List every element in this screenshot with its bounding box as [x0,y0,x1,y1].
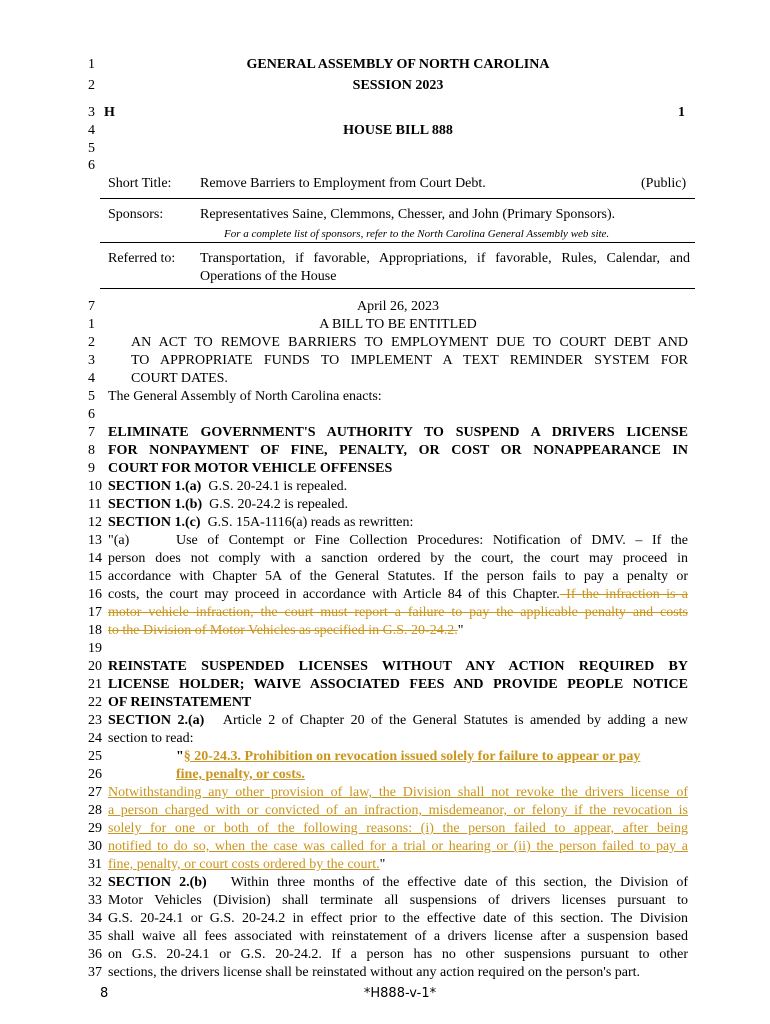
part-heading-line: FOR NONPAYMENT OF FINE, PENALTY, OR COST OR NONAPPEARANCE IN [108,443,688,458]
line-number: 13 [88,533,102,548]
referred-line: Transportation, if favorable, Appropriations, if favorable, Rules, Calendar, and [200,251,690,266]
referred-label: Referred to: [108,251,176,266]
body-line: person does not comply with a sanction ordered by the court, the court may proceed in [108,551,688,566]
section-text: Within three months of the effective date of this section, the Division of [230,875,688,890]
line-number: 20 [88,659,102,674]
section-1a [108,478,688,496]
body-line: accordance with Chapter 5A of the General Statutes. If the person fails to pay a penalty or [108,569,688,584]
body-line [108,820,688,838]
body-line: on G.S. 20-24.1 or G.S. 20-24.2. If a person has no other suspensions pursuant to other [108,947,688,962]
line-number: 19 [88,641,102,656]
deleted-text: to the Division of Motor Vehicles as specified in G.S. 20-24.2. [108,623,458,638]
line-number: 25 [88,749,102,764]
line-number: 23 [88,713,102,728]
line-number: 3 [88,105,95,120]
line-number: 29 [88,821,102,836]
line-number: 35 [88,929,102,944]
quoted-subsection-label: "(a) [108,533,130,548]
line-number: 3 [88,353,95,368]
line-number: 17 [88,605,102,620]
deleted-text: motor vehicle infraction, the court must report a failure to pay the applicable penalty and costs [108,605,688,620]
part-heading-line: REINSTATE SUSPENDED LICENSES WITHOUT ANY ACTION REQUIRED BY [108,659,688,674]
line-number: 7 [88,299,95,314]
short-title: Remove Barriers to Employment from Court Debt. [200,176,486,191]
divider [100,198,695,199]
opening-quote: " [176,749,184,764]
inserted-text: a person charged with or convicted of an infraction, misdemeanor, or felony if the revocation is [108,803,688,818]
inserted-text: fine, penalty, or court costs ordered by the court. [108,857,380,872]
new-section-title [176,766,688,784]
act-title-line: TO APPROPRIATE FUNDS TO IMPLEMENT A TEXT REMINDER SYSTEM FOR [131,353,688,368]
closing-quote: " [379,857,386,872]
section-label: SECTION 2.(a) [108,713,205,728]
act-title-line: AN ACT TO REMOVE BARRIERS TO EMPLOYMENT DUE TO COURT DEBT AND [131,335,688,350]
line-number: 2 [88,78,95,93]
body-line [108,856,688,874]
line-number: 15 [88,569,102,584]
closing-quote: " [457,623,464,638]
enacting-clause: The General Assembly of North Carolina enacts: [108,389,382,404]
public-tag: (Public) [641,176,687,191]
line-number: 16 [88,587,102,602]
body-line [108,622,688,640]
section-text: G.S. 20-24.2 is repealed. [209,497,348,512]
inserted-text: Notwithstanding any other provision of law, the Division shall not revoke the drivers license of [108,785,688,800]
section-text: G.S. 20-24.1 is repealed. [208,479,348,494]
body-line [108,784,688,802]
line-number: 24 [88,731,102,746]
bill-date: April 26, 2023 [356,299,440,314]
body-line: Motor Vehicles (Division) shall terminate all suspensions of drivers licenses pursuant to [108,893,688,908]
new-section-title [176,748,688,766]
sponsors-note: For a complete list of sponsors, refer to the North Carolina General Assembly web site. [224,228,610,240]
deleted-text: If the infraction is a [559,587,688,602]
line-number: 6 [88,407,95,422]
section-2b [108,874,688,892]
sponsors: Representatives Saine, Clemmons, Chesser, and John (Primary Sponsors). [200,207,616,222]
line-number: 4 [88,371,95,386]
line-number: 30 [88,839,102,854]
section-1c [108,514,688,532]
line-number: 6 [88,158,95,173]
footer-doc-id: *H888-v-1* [363,986,437,1001]
line-number: 11 [88,497,102,512]
chamber-code: H [104,105,115,120]
line-number: 8 [88,443,95,458]
line-number: 26 [88,767,102,782]
quoted-subsection-text: Use of Contempt or Fine Collection Procedures: Notification of DMV. – If the [176,533,688,548]
line-number: 1 [88,57,95,72]
line-number: 32 [88,875,102,890]
page-number-right: 1 [678,105,685,120]
act-title-line: COURT DATES. [131,371,228,386]
line-number: 1 [88,317,95,332]
assembly-heading: GENERAL ASSEMBLY OF NORTH CAROLINA [246,57,550,72]
short-title-label: Short Title: [108,176,172,191]
section-2a [108,712,688,730]
bill-number: HOUSE BILL 888 [343,123,453,138]
line-number: 12 [88,515,102,530]
inserted-text: solely for one or both of the following reasons: (i) the person failed to appear, after being [108,821,688,836]
line-number: 27 [88,785,102,800]
line-number: 36 [88,947,102,962]
part-heading-line: OF REINSTATEMENT [108,695,252,710]
body-line: section to read: [108,731,194,746]
line-number: 37 [88,965,102,980]
line-number: 22 [88,695,102,710]
section-label: SECTION 1.(c) [108,515,201,530]
part-heading-line: ELIMINATE GOVERNMENT'S AUTHORITY TO SUSPEND A DRIVERS LICENSE [108,425,688,440]
sponsors-label: Sponsors: [108,207,164,222]
section-1b [108,496,688,514]
divider [100,242,695,243]
line-number: 21 [88,677,102,692]
referred-line: Operations of the House [200,269,337,284]
inserted-text: § 20-24.3. Prohibition on revocation issued solely for failure to appear or pay [183,749,641,764]
body-line [108,586,688,604]
line-number: 9 [88,461,95,476]
section-label: SECTION 2.(b) [108,875,207,890]
section-label: SECTION 1.(b) [108,497,203,512]
footer-page-number: 8 [100,986,109,1001]
line-number: 34 [88,911,102,926]
body-line [108,838,688,856]
line-number: 28 [88,803,102,818]
line-number: 2 [88,335,95,350]
part-heading-line: COURT FOR MOTOR VEHICLE OFFENSES [108,461,393,476]
section-text: Article 2 of Chapter 20 of the General Statutes is amended by adding a new [222,713,688,728]
body-line: sections, the drivers license shall be reinstated without any action required on the person's part. [108,965,641,980]
body-line [108,604,688,622]
line-number: 10 [88,479,102,494]
body-line: G.S. 20-24.1 or G.S. 20-24.2 in effect prior to the effective date of this section. The Division [108,911,688,926]
session-heading: SESSION 2023 [352,78,444,93]
line-number: 7 [88,425,95,440]
body-line [108,802,688,820]
body-line: shall waive all fees associated with reinstatement of a drivers license after a suspension based [108,929,688,944]
line-number: 5 [88,141,95,156]
line-number: 4 [88,123,95,138]
bill-entitled: A BILL TO BE ENTITLED [319,317,477,332]
body-text: costs, the court may proceed in accordance with Article 84 of this Chapter. [108,587,560,602]
inserted-text: fine, penalty, or costs. [176,767,305,782]
section-label: SECTION 1.(a) [108,479,202,494]
line-number: 31 [88,857,102,872]
line-number: 18 [88,623,102,638]
section-text: G.S. 15A-1116(a) reads as rewritten: [207,515,414,530]
inserted-text: notified to do so, when the case was called for a trial or hearing or (ii) the person failed to pay a [108,839,688,854]
line-number: 5 [88,389,95,404]
part-heading-line: LICENSE HOLDER; WAIVE ASSOCIATED FEES AND PROVIDE PEOPLE NOTICE [108,677,688,692]
line-number: 33 [88,893,102,908]
divider [100,288,695,289]
line-number: 14 [88,551,102,566]
